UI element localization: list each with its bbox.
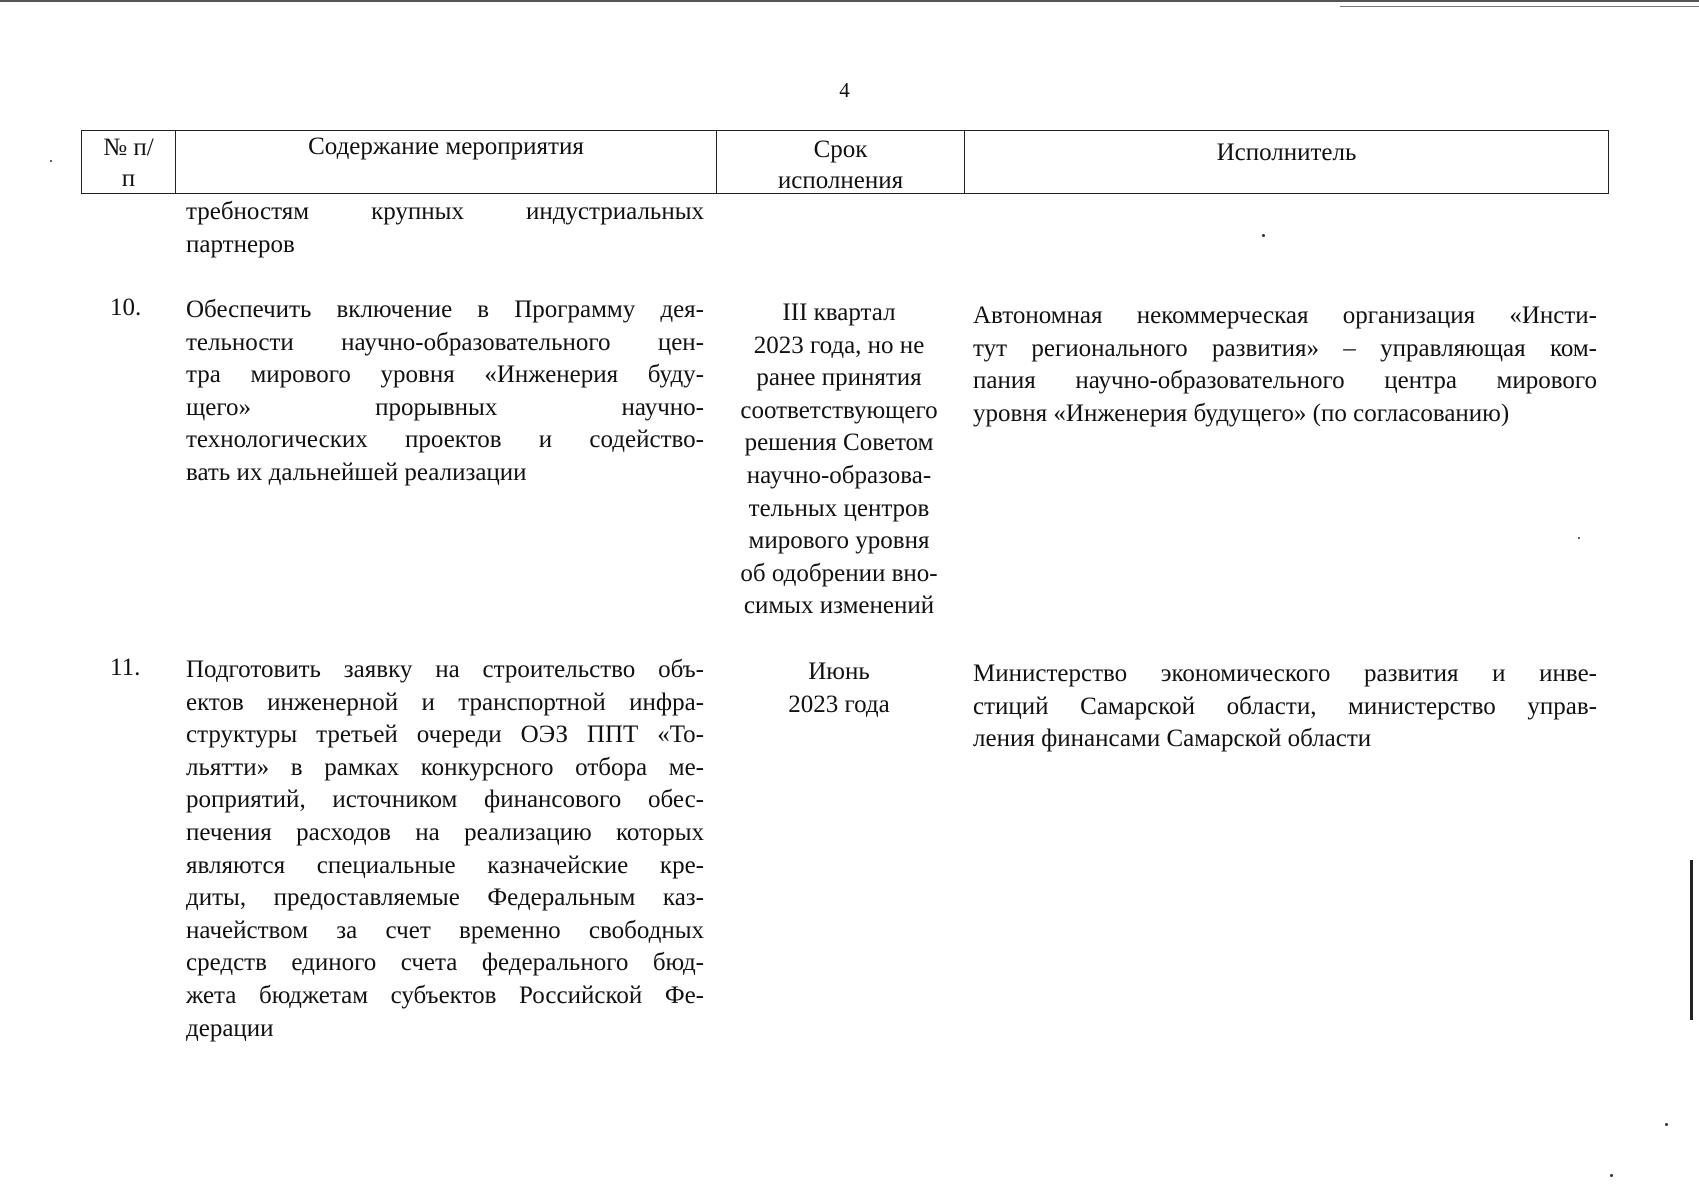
content-line: Подготовить заявку на строительство объ-: [186, 656, 704, 683]
content-line: технологических проектов и содейство-: [186, 426, 704, 454]
content-line: являются специальные казначейские кре-: [186, 851, 704, 879]
scan-top-edge-fragment: [1340, 6, 1699, 7]
executor-line: ления финансами Самарской области: [973, 725, 1372, 753]
scan-speck: [1665, 1123, 1668, 1126]
page-number: 4: [839, 78, 850, 102]
executor-line: Министерство экономического развития и инве-: [973, 660, 1597, 687]
row-term: [723, 297, 955, 623]
row-content: [186, 294, 704, 490]
header-col-term-label: Срок исполнения: [777, 136, 904, 194]
content-line: требностям крупных индустриальных: [186, 198, 704, 225]
executor-line: Автономная некоммерческая организация «Инсти-: [973, 302, 1597, 329]
content-line: дерации: [186, 1014, 274, 1042]
term-line: об одобрении вно-: [740, 559, 938, 587]
term-line: решения Советом: [744, 429, 934, 457]
scan-right-edge: [1690, 860, 1693, 1020]
content-line: ектов инженерной и транспортной инфра-: [186, 688, 704, 716]
term-line: научно-образова-: [746, 461, 932, 489]
row-content: [186, 654, 704, 1045]
header-col-executor: [965, 131, 1608, 193]
term-line: Июнь: [808, 658, 870, 685]
content-line: диты, предоставляемые Федеральным каз-: [186, 884, 704, 912]
term-line: III квартал: [782, 299, 896, 326]
row-number: 11.: [110, 654, 141, 681]
scan-top-edge: [0, 0, 1699, 2]
header-col-content: [176, 131, 717, 193]
term-line: соответствующего: [740, 396, 938, 424]
executor-line: тут регионального развития» – управляющая ком-: [973, 334, 1597, 362]
row-executor: [973, 658, 1597, 756]
header-col-number-label: № п/п: [103, 134, 154, 192]
content-line: тра мирового уровня «Инженерия буду-: [186, 361, 704, 389]
content-line: вать их дальнейшей реализации: [186, 458, 527, 486]
term-line: мирового уровня: [748, 527, 930, 555]
content-line: начейством за счет временно свободных: [186, 916, 704, 944]
content-line: партнеров: [186, 230, 295, 258]
header-col-content-label: Содержание мероприятия: [308, 133, 584, 160]
content-line: средств единого счета федерального бюд-: [186, 949, 704, 977]
scan-speck: [1578, 537, 1580, 539]
scan-speck: [1262, 234, 1265, 237]
content-line: роприятий, источником финансового обес-: [186, 786, 704, 814]
executor-line: пания научно-образовательного центра мирового: [973, 367, 1597, 395]
term-line: 2023 года: [788, 690, 890, 718]
term-line: симых изменений: [743, 592, 935, 620]
content-line: Обеспечить включение в Программу дея-: [186, 296, 704, 323]
row-term: [723, 656, 955, 721]
executor-line: уровня «Инженерия будущего» (по согласованию): [973, 399, 1510, 427]
scan-speck: [50, 160, 52, 162]
header-col-number: [82, 131, 176, 193]
header-col-term: [717, 131, 965, 193]
row-executor: [973, 300, 1597, 430]
executor-line: стиций Самарской области, министерство управ-: [973, 692, 1597, 720]
row-number: 10.: [110, 294, 142, 321]
table-header: [81, 130, 1609, 194]
content-line: структуры третьей очереди ОЭЗ ППТ «То-: [186, 721, 704, 749]
header-col-executor-label: Исполнитель: [1216, 139, 1357, 166]
scan-speck: [1610, 1174, 1613, 1177]
continuation-content: [186, 196, 704, 261]
term-line: 2023 года, но не: [753, 331, 925, 359]
content-line: жета бюджетам субъектов Российской Фе-: [186, 981, 704, 1009]
content-line: льятти» в рамках конкурсного отбора ме-: [186, 753, 704, 781]
content-line: тельности научно-образовательного цен-: [186, 328, 704, 356]
term-line: тельных центров: [748, 494, 930, 522]
content-line: печения расходов на реализацию которых: [186, 818, 704, 846]
content-line: щего» прорывных научно-: [186, 393, 704, 421]
term-line: ранее принятия: [756, 364, 922, 392]
